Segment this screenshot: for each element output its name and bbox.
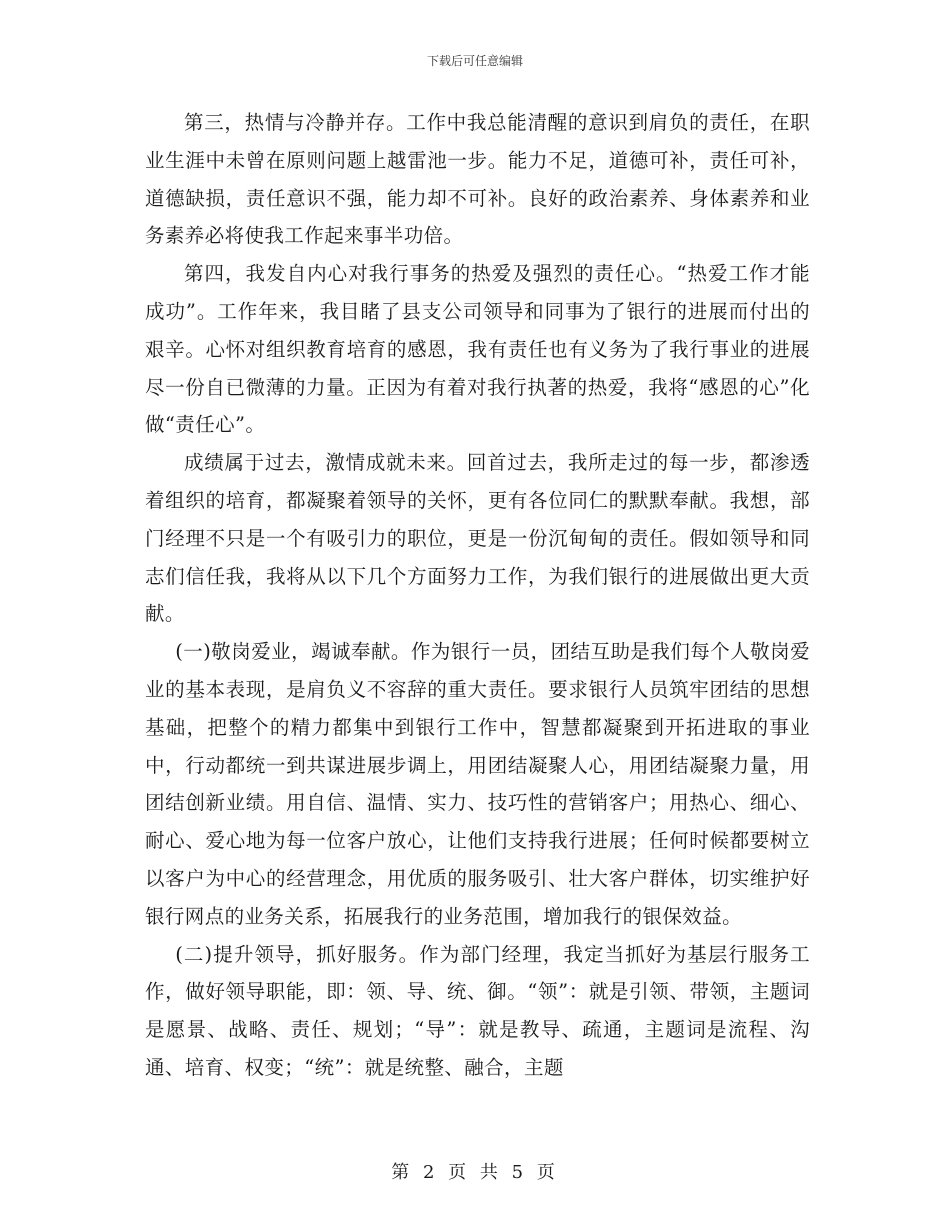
page-footer: 第 2 页 共 5 页 [391,1162,559,1183]
document-body [145,104,810,1087]
paragraph-third-point: 第三，热情与冷静并存。工作中我总能清醒的意识到肩负的责任，在职业生涯中未曾在原则问题上越雷池一步。能力不足，道德可补，责任可补，道德缺损，责任意识不强，能力却不可补。良好的政治素养、身体素养和业务素养必将使我工作起来事半功倍。 [145,111,810,248]
paragraph-item-two: (二)提升领导，抓好服务。作为部门经理，我定当抓好为基层行服务工作，做好领导职能，即：领、导、统、御。“领”：就是引领、带领，主题词是愿景、战略、责任、规划；“导”：就是教导、疏通，主题词是流程、沟通、培育、权变；“统”：就是统整、融合，主题 [145,942,810,1079]
page-header: 下载后可任意编辑 [426,54,523,68]
paragraph-item-one: (一)敬岗爱业，竭诚奉献。作为银行一员，团结互助是我们每个人敬岗爱业的基本表现，是肩负义不容辞的重大责任。要求银行人员筑牢团结的思想基础，把整个的精力都集中到银行工作中，智慧都凝聚到开拓进取的事业中，行动都统一到共谋进展步调上，用团结凝聚人心，用团结凝聚力量，用团结创新业绩。用自信、温情、实力、技巧性的营销客户；用热心、细心、耐心、爱心地为每一位客户放心，让他们支持我行进展；任何时候都要树立以客户为中心的经营理念，用优质的服务吸引、壮大客户群体，切实维护好银行网点的业务关系，拓展我行的业务范围，增加我行的银保效益。 [145,640,810,928]
paragraph-fourth-point: 第四，我发自内心对我行事务的热爱及强烈的责任心。“热爱工作才能成功”。工作年来，我目睹了县支公司领导和同事为了银行的进展而付出的艰辛。心怀对组织教育培育的感恩，我有责任也有义务为了我行事业的进展尽一份自已微薄的力量。正因为有着对我行执著的热爱，我将“感恩的心”化做“责任心”。 [145,262,810,437]
paragraph-achievements: 成绩属于过去，激情成就未来。回首过去，我所走过的每一步，都渗透着组织的培育，都凝聚着领导的关怀，更有各位同仁的默默奉献。我想，部门经理不只是一个有吸引力的职位，更是一份沉甸甸的责任。假如领导和同志们信任我，我将从以下几个方面努力工作，为我们银行的进展做出更大贡献。 [145,451,810,626]
